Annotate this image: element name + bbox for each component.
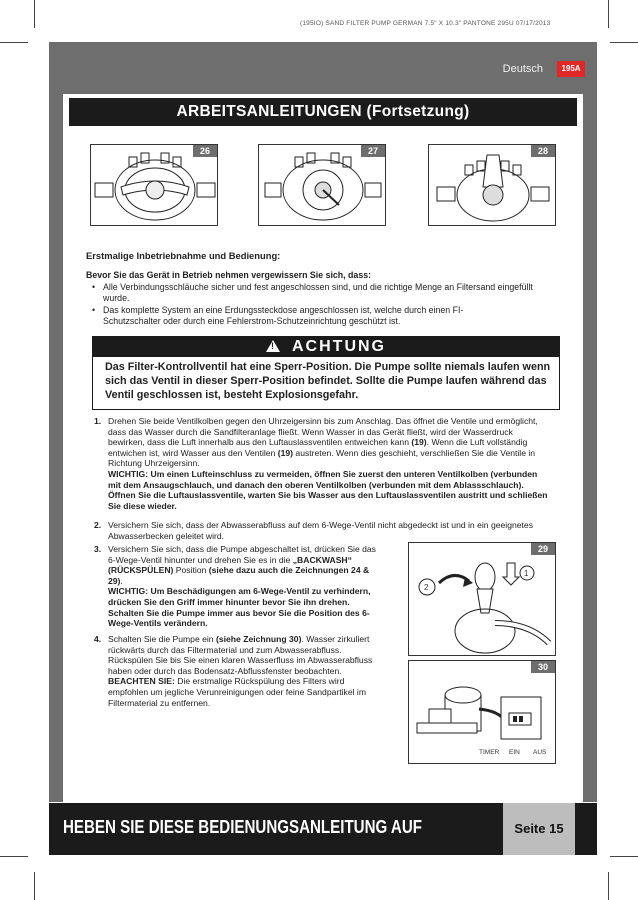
step-2 [94,520,548,541]
step-4 [94,634,376,708]
figure-28 [428,144,556,226]
on-label: EIN [509,749,520,756]
step-ref: (19) [277,447,294,458]
page-number: Seite 15 [503,803,575,855]
arrow-label-2: 2 [424,583,429,592]
valve-drawing-27 [259,145,387,227]
print-slug: (195IO) SAND FILTER PUMP GERMAN 7.5" X 10.3" PANTONE 295U 07/17/2013 [300,20,551,27]
crop-mark [0,856,28,857]
right-border [583,94,597,802]
figure-27 [258,144,386,226]
figure-number: 27 [361,145,385,157]
left-border [49,94,63,802]
crop-mark [610,42,638,43]
step-1 [94,416,552,511]
figure-number: 26 [193,145,217,157]
warning-text: Das Filter-Kontrollventil hat eine Sperr-Position. Die Pumpe sollte niemals laufen wenn sich das Ventil in dieser Sperr-Position befindet. Sollte die Pumpe laufen während das Ventil geschlossen ist, besteht Explosionsgefahr. [105,361,551,401]
language-label: Deutsch [502,63,543,75]
bullet-2 [92,305,502,328]
figure-number: 28 [531,145,555,157]
crop-mark [0,42,28,43]
figure-number: 29 [531,543,555,555]
step-text: Versichern Sie sich, dass die Pumpe abgeschaltet ist, drücken Sie das 6-Wege-Ventil hinunter und drehen Sie es in die [108,544,376,565]
off-label: AUS [533,749,547,756]
step-note [108,676,376,708]
crop-mark [34,0,35,28]
bullet-dot: • [92,305,96,315]
step-number: 3. [94,544,102,554]
valve-drawing-28 [429,145,557,227]
bullet-1 [92,282,550,305]
valve-drawing-26 [91,145,219,227]
step-text: . [120,575,123,586]
step-number: 4. [94,634,102,644]
bullet-text: Alle Verbindungsschläuche sicher und fest angeschlossen sind, und die richtige Menge an Filtersand eingefüllt wurde. [103,282,533,304]
model-code-badge: 195A [557,61,585,77]
step-note: WICHTIG: Um Beschädigungen am 6-Wege-Ventil zu verhindern, drücken Sie den Griff immer hinunter bevor Sie ihn drehen. Schalten Sie die Pumpe immer aus bevor Sie die Position des 6-Wege-Ventils verändern. [108,586,371,629]
step-ref: (19) [411,437,427,448]
figure-29 [408,542,556,656]
step-text: austreten. Wenn dies geschieht, verschließen Sie die Ventile in Richtung Uhrzeigersinn. [108,447,536,469]
crop-mark [608,872,609,900]
step-text: Position [173,565,209,576]
warning-title: ACHTUNG [292,338,386,355]
bullet-text: Das komplette System an eine Erdungssteckdose angeschlossen ist, welche durch einen FI-Schutzschalter oder durch eine Fehlerstrom-Schutzeinrichtung geschützt ist. [103,305,464,327]
figure-30 [408,660,556,764]
note-label: BEACHTEN SIE: [108,676,175,687]
note-text: Die erstmalige Rückspülung des Filters wird empfohlen um jegliche Verunreinigungen oder feine Sandpartikel im Filtermaterial zu entfernen. [108,676,366,708]
section-heading: Erstmalige Inbetriebnahme und Bedienung: [86,250,281,261]
page-footer [49,803,597,855]
bullet-dot: • [92,282,96,292]
crop-mark [34,872,35,900]
step-text: Schalten Sie die Pumpe ein [108,634,216,644]
crop-mark [608,0,609,28]
footer-text: HEBEN SIE DIESE BEDIENUNGSANLEITUNG AUF [63,817,423,837]
page-title: ARBEITSANLEITUNGEN (Fortsetzung) [69,98,577,126]
step-ref: (siehe dazu auch die Zeichnungen 24 & 29) [108,565,370,586]
arrow-label-1: 1 [524,569,529,578]
warning-icon: ! [266,340,280,352]
step-number: 2. [94,520,102,530]
step-number: 1. [94,416,102,426]
step-text: Drehen Sie beide Ventilkolben gegen den Uhrzeigersinn bis zum Anschlag. Das öffnet die Ventile und ermöglicht, dass das Wasser durch die Sandfilteranlage fließt. Wenn Wasser in das Gerät fließt, wird der Wasserdruck bewirken, dass die Luft innerhalb aus den Luftauslassventilen entweichen kann [108,416,538,448]
step-text: . Wenn die Luft vollständig entwichen ist, wird Wasser aus den Ventilen [108,437,528,458]
step-position: „BACKWASH“ (RÜCKSPÜLEN) [108,554,352,576]
crop-mark [610,856,638,857]
warning-box [92,336,560,410]
timer-label: TIMER [479,749,500,756]
figure-26 [90,144,218,226]
step-text: Versichern Sie sich, dass der Abwasserabfluss auf dem 6-Wege-Ventil nicht abgedeckt ist und in ein geeignetes Abwasserbecken geleitet wird. [108,520,533,541]
valve-rotation-drawing [409,543,557,657]
page-header [49,42,597,94]
step-3 [94,544,376,629]
step-ref: (siehe Zeichnung 30) [215,634,302,644]
section-intro: Bevor Sie das Gerät in Betrieb nehmen vergewissern Sie sich, dass: [86,270,372,280]
warning-header [93,337,559,357]
step-note: WICHTIG: Um einen Lufteinschluss zu vermeiden, öffnen Sie zuerst den unteren Ventilkolben (verbunden mit dem Ansaugschlauch, und danach den oberen Ventilkolben (verbunden mit dem Ablassschlauch). Öffnen Sie die Luftauslassventile, warten Sie bis Wasser aus den Luftauslassventilen austritt und schließen Sie diese wieder. [108,468,548,511]
step-text: . Wasser zirkuliert rückwärts durch das Filtermaterial und zum Abwasserabfluss. Rückspülen Sie bis Sie einen klaren Wasserfluss im Abwasserabfluss haben oder durch das Bodensatz-Abflussfenster beobachten. [108,634,373,676]
figure-number: 30 [531,661,555,673]
